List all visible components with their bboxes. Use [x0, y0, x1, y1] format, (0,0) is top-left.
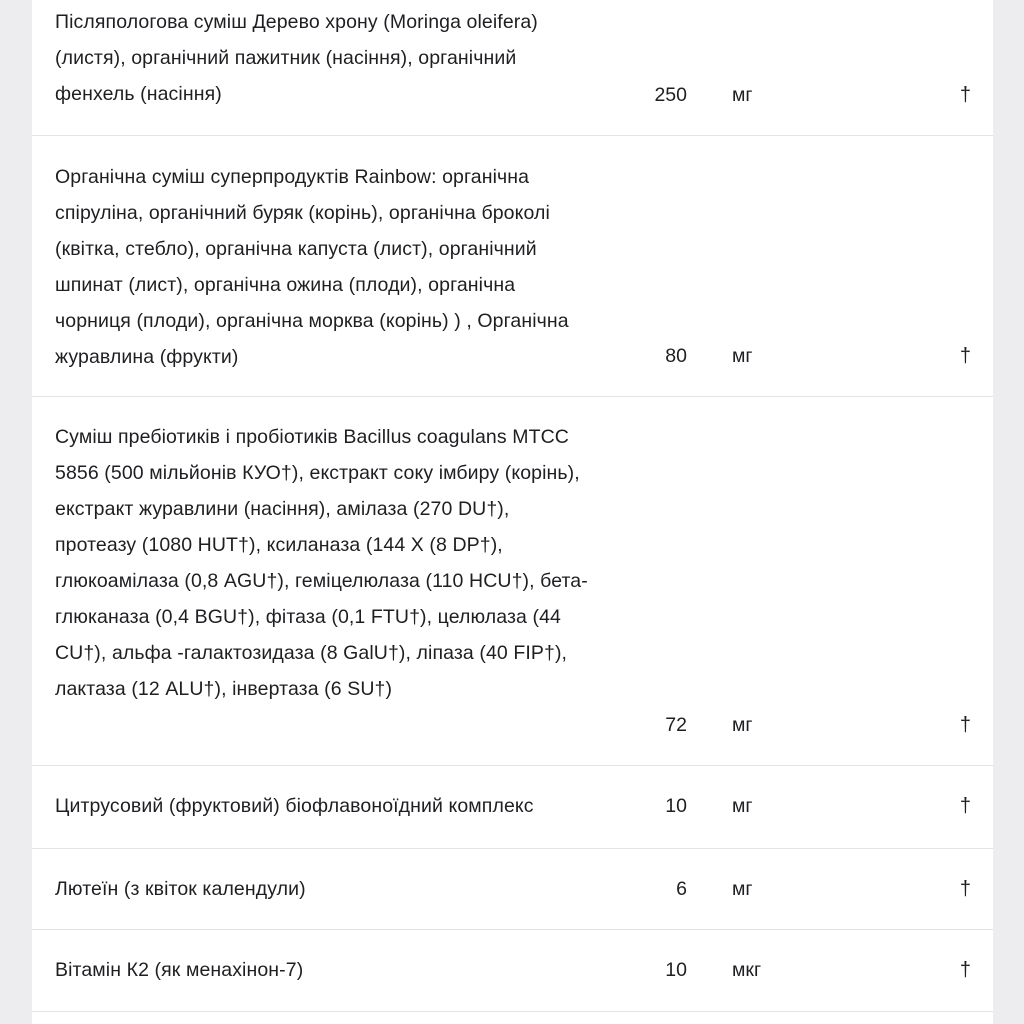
- ingredient-amount: 250: [654, 84, 687, 106]
- table-row: [32, 136, 993, 397]
- ingredient-amount: 72: [665, 714, 687, 736]
- ingredient-amount: 6: [676, 878, 687, 900]
- ingredient-name: Лютеїн (з квіток календули): [55, 878, 306, 900]
- ingredient-unit: мг: [732, 795, 753, 817]
- daily-value-mark: †: [959, 345, 971, 367]
- table-row: [32, 930, 993, 1012]
- ingredient-unit: мг: [732, 714, 753, 736]
- ingredient-amount: 10: [665, 959, 687, 981]
- daily-value-mark: †: [959, 84, 971, 106]
- ingredient-unit: мкг: [732, 959, 762, 981]
- table-row: [32, 0, 993, 136]
- ingredient-unit: мг: [732, 878, 753, 900]
- daily-value-mark: †: [959, 795, 971, 817]
- supplement-facts-table: [32, 0, 993, 1024]
- ingredient-amount: 10: [665, 795, 687, 817]
- ingredient-name: Суміш пребіотиків і пробіотиків Bacillus coagulans MTCC 5856 (500 мільйонів КУО†), екстракт соку імбиру (корінь), екстракт журавлини (насіння), амілаза (270 DU†), протеазу (1080 HUT†), ксиланаза (144 X (8 DP†), глюкоамілаза (0,8 AGU†), геміцелюлаза (110 HCU†), бета-глюканаза (0,4 BGU†), фітаза (0,1 FTU†), целюлаза (44 CU†), альфа -галактозидаза (8 GalU†), ліпаза (40 FIP†), лактаза (12 ALU†), інвертаза (6 SU†): [55, 426, 588, 700]
- ingredient-name: Післяпологова суміш Дерево хрону (Moringa oleifera) (листя), органічний пажитник (насіння), органічний фенхель (насіння): [55, 11, 538, 105]
- table-row: [32, 397, 993, 766]
- ingredient-amount: 80: [665, 345, 687, 367]
- ingredient-name: Органічна суміш суперпродуктів Rainbow: органічна спіруліна, органічний буряк (корінь), органічна броколі (квітка, стебло), органічна капуста (лист), органічний шпинат (лист), органічна ожина (плоди), органічна чорниця (плоди), органічна морква (корінь) ) , Органічна журавлина (фрукти): [55, 166, 569, 368]
- daily-value-mark: †: [959, 878, 971, 900]
- ingredient-unit: мг: [732, 345, 753, 367]
- ingredient-name: Вітамін К2 (як менахінон-7): [55, 959, 304, 981]
- daily-value-mark: †: [959, 714, 971, 736]
- daily-value-mark: †: [959, 959, 971, 981]
- table-row: [32, 849, 993, 930]
- ingredient-name: Цитрусовий (фруктовий) біофлавоноїдний комплекс: [55, 795, 534, 817]
- table-row: [32, 766, 993, 849]
- ingredient-unit: мг: [732, 84, 753, 106]
